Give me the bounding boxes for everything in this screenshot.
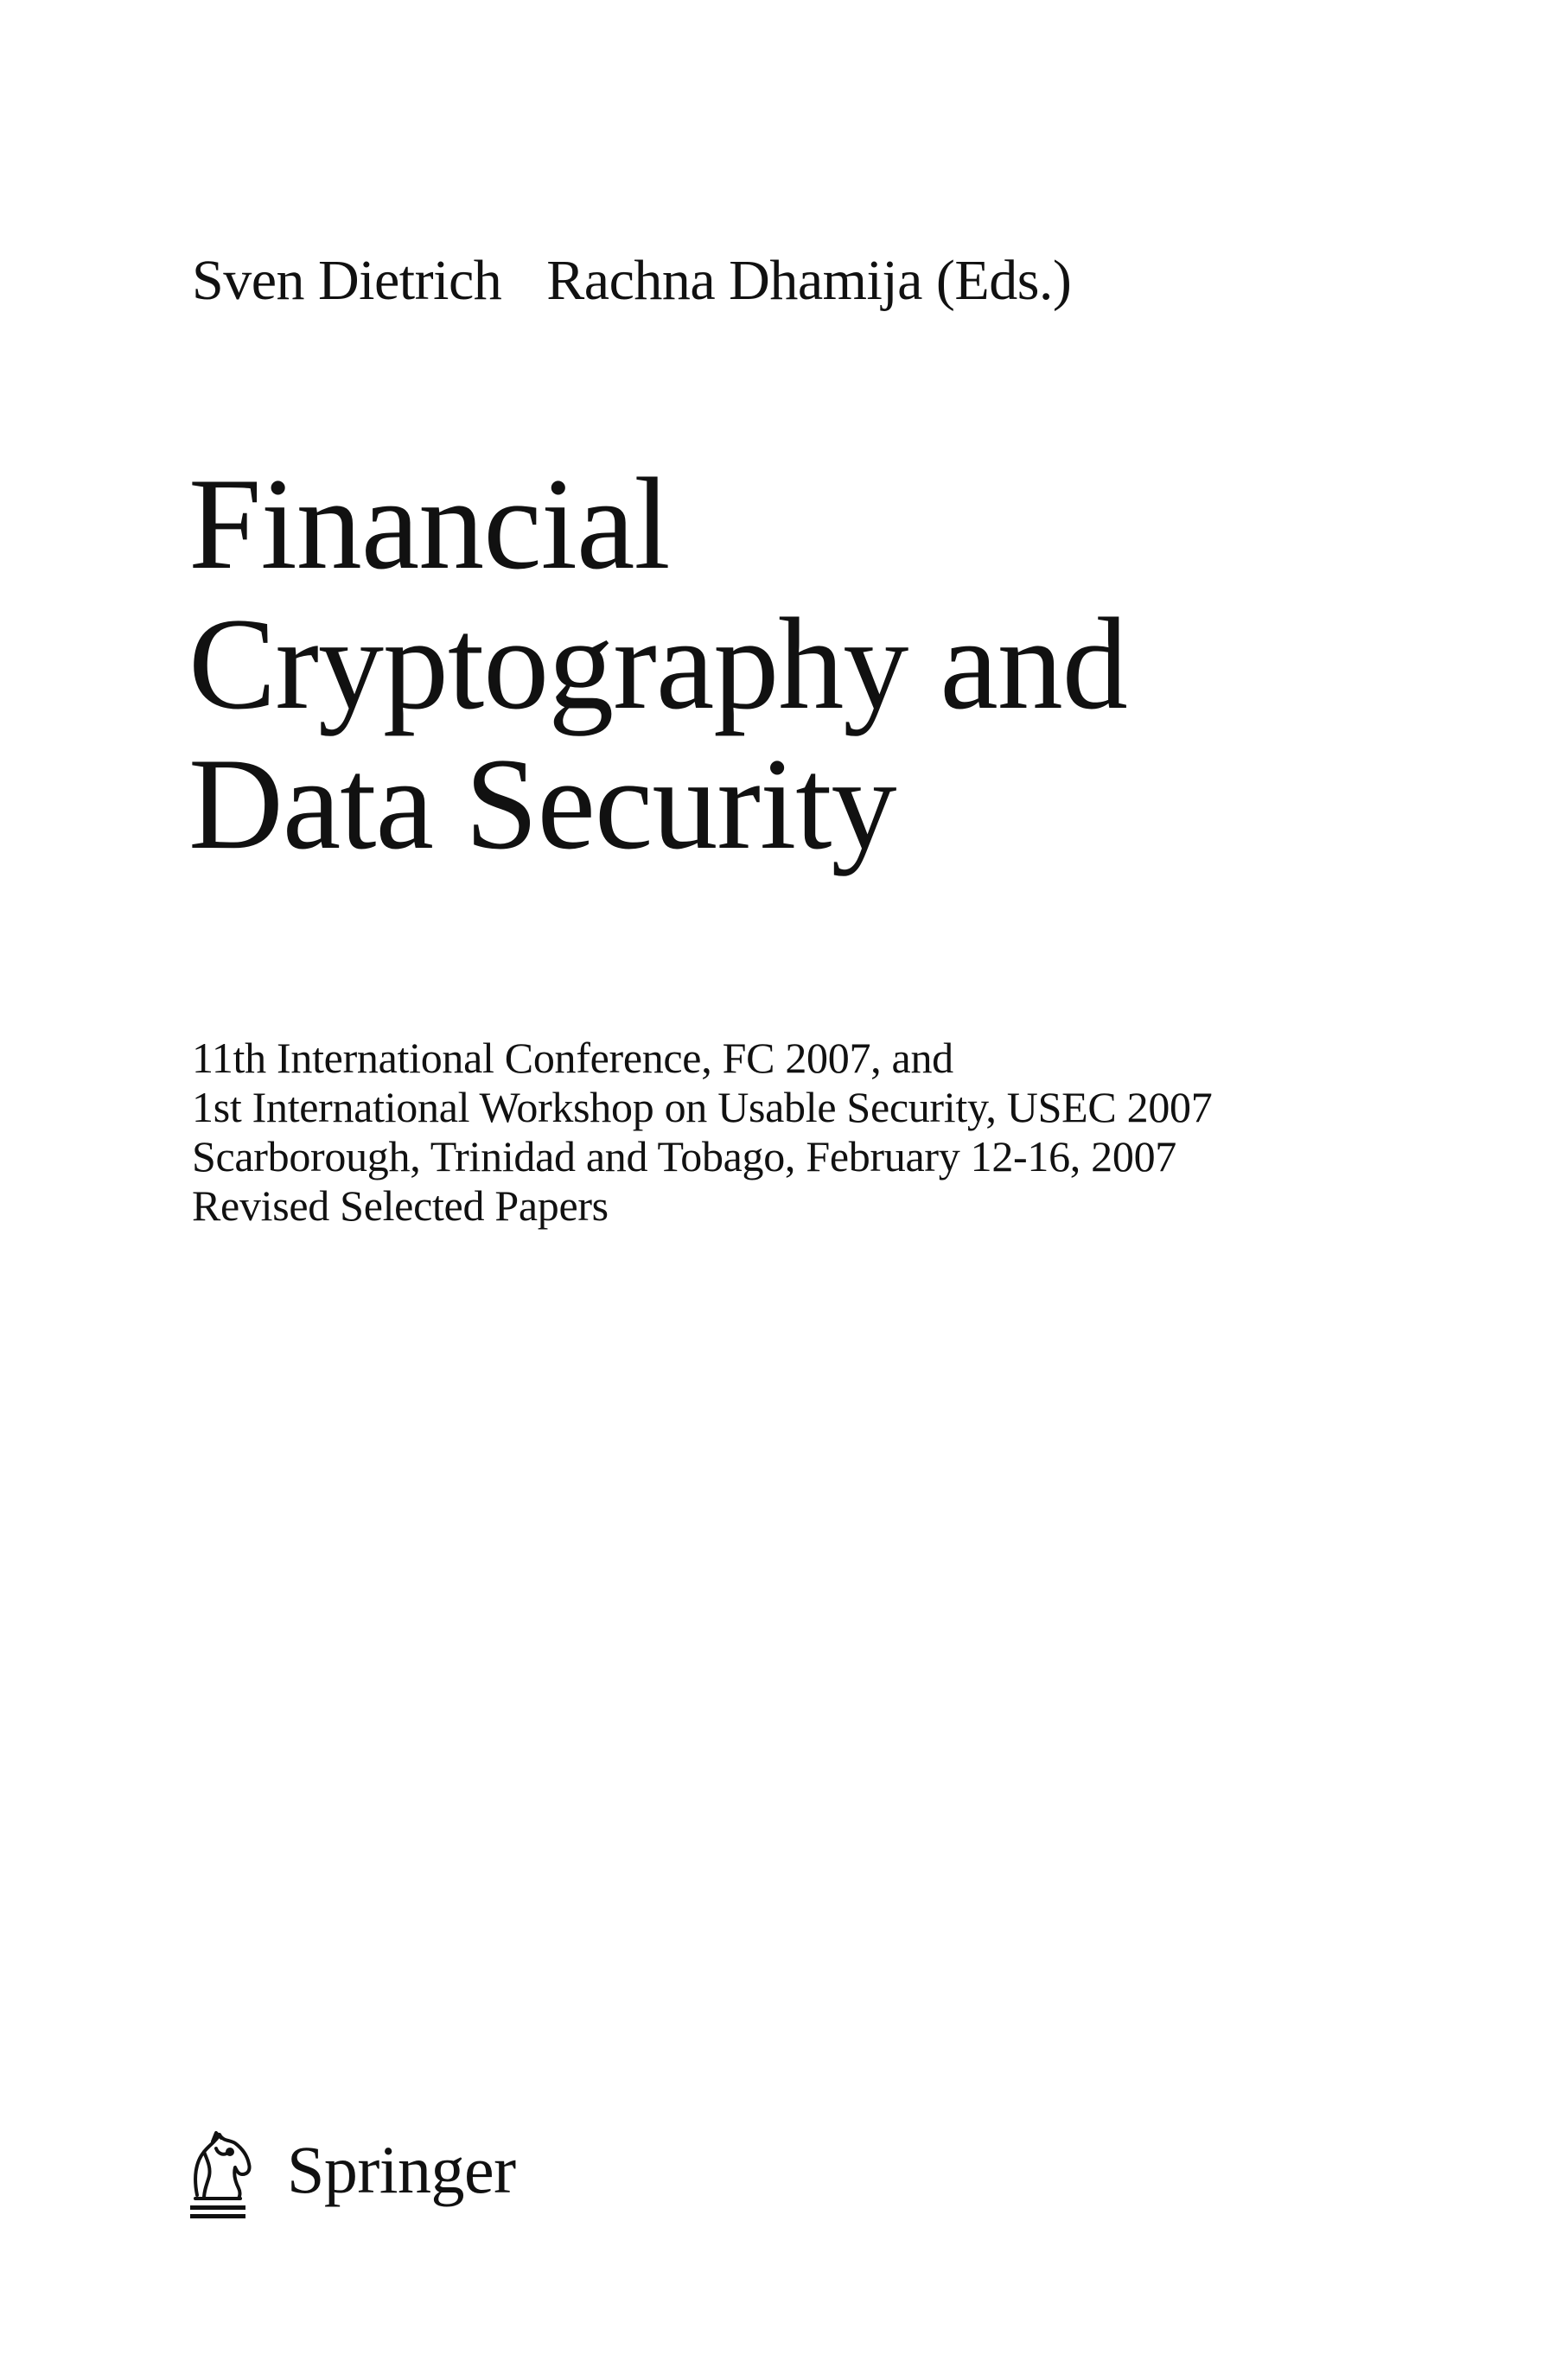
title-line: Cryptography and: [188, 591, 1127, 736]
subtitle-line: Scarborough, Trinidad and Tobago, February 12-16, 2007: [192, 1132, 1176, 1180]
book-title: [188, 451, 1127, 876]
editor-name: Rachna Dhamija (Eds.): [546, 249, 1072, 312]
book-subtitle: [192, 1034, 1212, 1231]
subtitle-line: 1st International Workshop on Usable Security, USEC 2007: [192, 1083, 1213, 1131]
publisher-name: Springer: [287, 2132, 516, 2207]
springer-horse-head-icon: [178, 2124, 265, 2228]
subtitle-line: Revised Selected Papers: [192, 1181, 609, 1230]
editor-name: Sven Dietrich: [192, 249, 502, 312]
publisher-block: [178, 2124, 576, 2228]
title-line: Financial: [188, 451, 670, 596]
subtitle-line: 11th International Conference, FC 2007, and: [192, 1034, 953, 1082]
editors: [192, 246, 1071, 315]
title-line: Data Security: [188, 731, 896, 876]
